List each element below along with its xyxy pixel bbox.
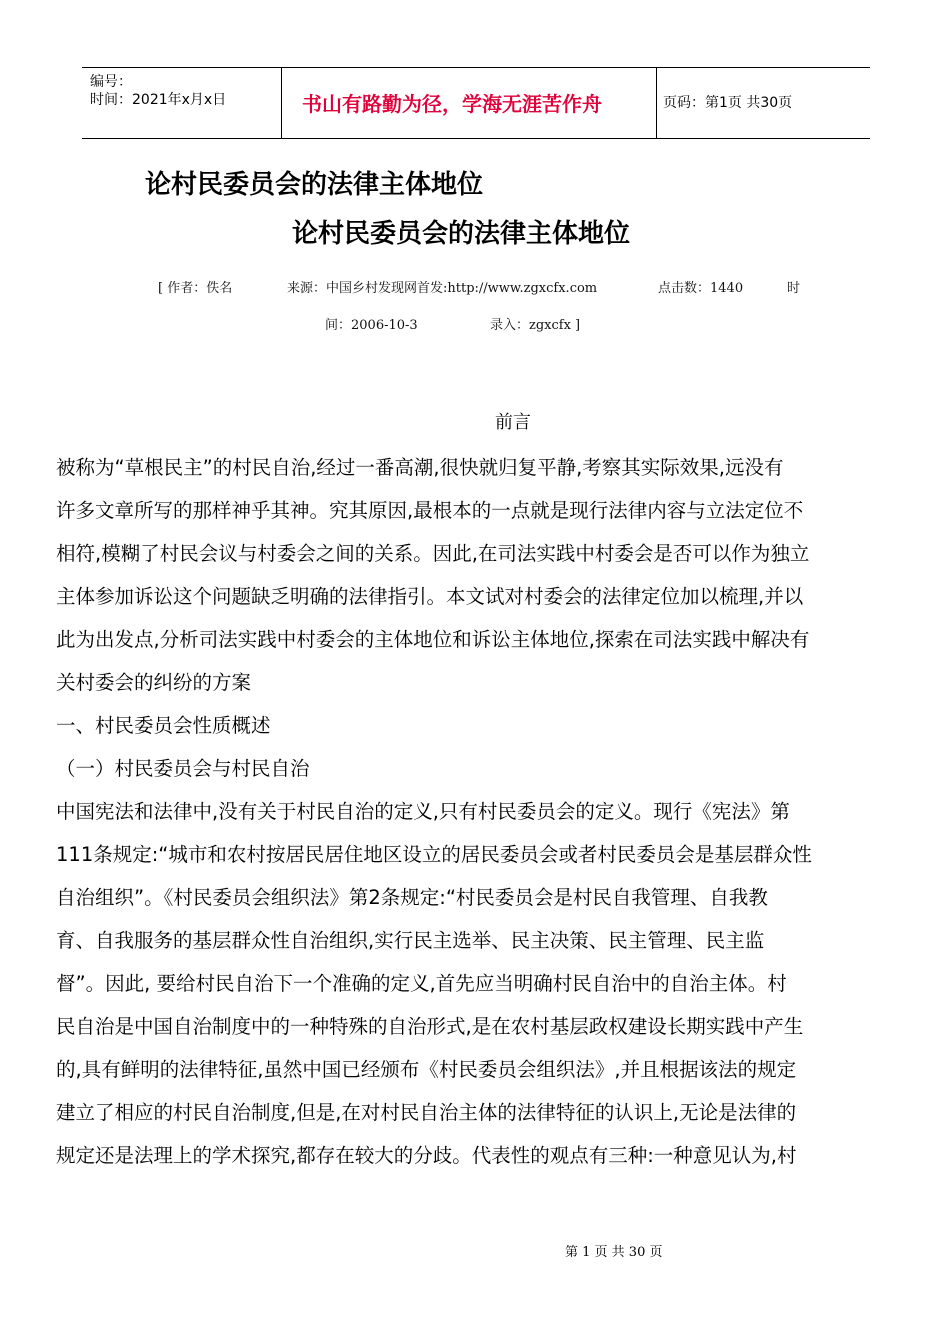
body-line: 育、自我服务的基层群众性自治组织,实行民主选举、民主决策、民主管理、民主监 (56, 929, 765, 952)
meta-clicks: 点击数：1440 (658, 281, 744, 296)
number-label: 编号： (90, 74, 132, 90)
body-line: 规定还是法理上的学术探究,都存在较大的分歧。代表性的观点有三种:一种意见认为,村 (56, 1144, 797, 1167)
page-subtitle: 论村民委员会的法律主体地位 (292, 219, 631, 249)
page-info: 页码：第1页 共30页 (663, 95, 793, 111)
body-line: 关村委会的纠纷的方案 (56, 671, 252, 694)
body-line: 督”。因此, 要给村民自治下一个准确的定义,首先应当明确村民自治中的自治主体。村 (56, 972, 787, 995)
body-line: 中国宪法和法律中,没有关于村民自治的定义,只有村民委员会的定义。现行《宪法》第 (56, 800, 790, 823)
section-heading: 一、村民委员会性质概述 (56, 714, 271, 737)
body-text (56, 450, 901, 1181)
page-title: 论村民委员会的法律主体地位 (145, 170, 484, 200)
meta-entered: 录入：zgxcfx ] (490, 318, 581, 333)
meta-time-char: 时 (787, 281, 801, 296)
body-line: 被称为“草根民主”的村民自治,经过一番高潮,很快就归复平静,考察其实际效果,远没有 (56, 456, 784, 479)
meta-author: [ 作者：佚名 (158, 281, 233, 296)
header-motto-cell (281, 68, 657, 138)
meta-source: 来源：中国乡村发现网首发:http://www.zgxcfx.com (287, 281, 598, 296)
body-line: 民自治是中国自治制度中的一种特殊的自治形式,是在农村基层政权建设长期实践中产生 (56, 1015, 804, 1038)
header-left-cell (82, 68, 280, 138)
body-line: 此为出发点,分析司法实践中村委会的主体地位和诉讼主体地位,探索在司法实践中解决有 (56, 628, 810, 651)
body-line: 相符,模糊了村民会议与村委会之间的关系。因此,在司法实践中村委会是否可以作为独立 (56, 542, 810, 565)
body-line: 111条规定:“城市和农村按居民居住地区设立的居民委员会或者村民委员会是基层群众性 (56, 843, 812, 866)
motto-text: 书山有路勤为径，学海无涯苦作舟 (302, 92, 602, 116)
subsection-heading: （一）村民委员会与村民自治 (56, 757, 310, 780)
header-page-cell (657, 68, 870, 138)
body-line: 主体参加诉讼这个问题缺乏明确的法律指引。本文试对村委会的法律定位加以梳理,并以 (56, 585, 804, 608)
document-header (82, 67, 870, 139)
body-line: 建立了相应的村民自治制度,但是,在对村民自治主体的法律特征的认识上,无论是法律的 (56, 1101, 797, 1124)
body-line: 自治组织”。《村民委员会组织法》第2条规定:“村民委员会是村民自我管理、自我教 (56, 886, 768, 909)
meta-time: 间：2006-10-3 (325, 318, 418, 333)
page-footer: 第 1 页 共 30 页 (565, 1245, 663, 1260)
time-label: 时间：2021年x月x日 (90, 92, 227, 108)
preface-heading: 前言 (495, 412, 531, 433)
body-line: 的,具有鲜明的法律特征,虽然中国已经颁布《村民委员会组织法》,并且根据该法的规定 (56, 1058, 797, 1081)
body-line: 许多文章所写的那样神乎其神。究其原因,最根本的一点就是现行法律内容与立法定位不 (56, 499, 804, 522)
